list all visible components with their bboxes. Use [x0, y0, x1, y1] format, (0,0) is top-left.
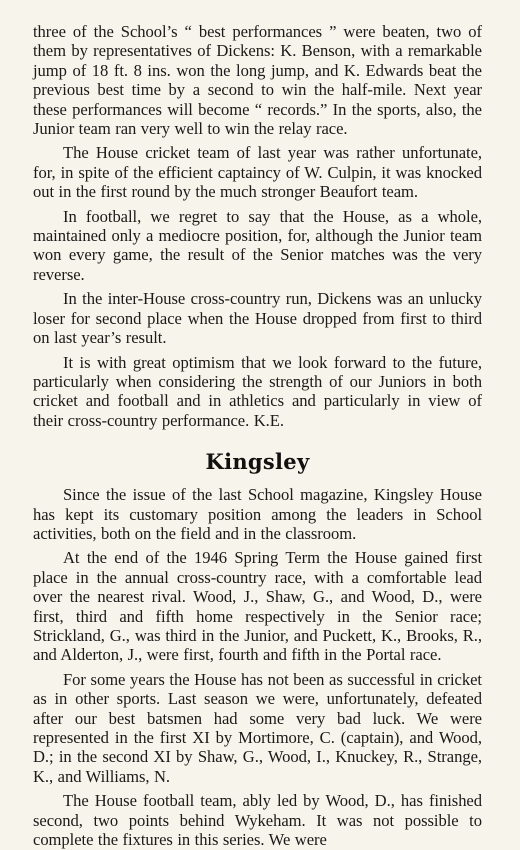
paragraph-football: In football, we regret to say that the House, as a whole, maintained only a mediocre position, for, although the Junior team won every game, the result of the Senior matches was the very reverse. — [33, 206, 482, 284]
dickens-house-report — [33, 22, 482, 430]
paragraph-cricket: The House cricket team of last year was rather unfortunate, for, in spite of the efficient captaincy of W. Culpin, it was knocked out in the first round by the much stronger Beaufort team. — [33, 143, 482, 202]
paragraph-cricket: For some years the House has not been as successful in cricket as in other sports. Last season we were, unfortunately, defeated after our best batsmen had some very bad luck. We were represented in the first XI by Mortimore, C. (captain), and Wood, D.; in the second XI by Shaw, G., Wood, I., Knuckey, R., Strange, K., and Williams, N. — [33, 669, 482, 786]
paragraph-intro: Since the issue of the last School magazine, Kingsley House has kept its customary position among the leaders in School activities, both on the field and in the classroom. — [33, 485, 482, 543]
paragraph-football: The House football team, ably led by Wood, D., has finished second, two points behind Wykeham. It was not possible to complete the fixtures in this series. We were — [33, 791, 482, 850]
paragraph-outlook: It is with great optimism that we look forward to the future, particularly when considering the strength of our Juniors in both cricket and football and in athletics and particularly in view of their cross-country performance. K.E. — [33, 352, 482, 430]
kingsley-house-report — [33, 449, 482, 849]
paragraph-cross-country-race: At the end of the 1946 Spring Term the House gained first place in the annual cross-country race, with a comfortable lead over the nearest rival. Wood, J., Shaw, G., and Wood, D., were first, third and fifth home respectively in the Senior race; Strickland, G., was third in the Junior, and Puckett, K., Brooks, R., and Alderton, J., were first, fourth and fifth in the Portal race. — [33, 548, 482, 665]
paragraph-cross-country: In the inter-House cross-country run, Dickens was an unlucky loser for second place when the House dropped from first to third on last year’s result. — [33, 289, 482, 348]
paragraph-continued: three of the School’s “ best performances ” were beaten, two of them by representatives of Dickens: K. Benson, with a remarkable jump of 18 ft. 8 ins. won the long jump, and K. Edwards beat the previous best time by a second to win the half-mile. Next year these performances will become “ records.” In the sports, also, the Junior team ran very well to win the relay race. — [33, 22, 482, 139]
section-heading-kingsley: Kingsley — [205, 449, 310, 475]
